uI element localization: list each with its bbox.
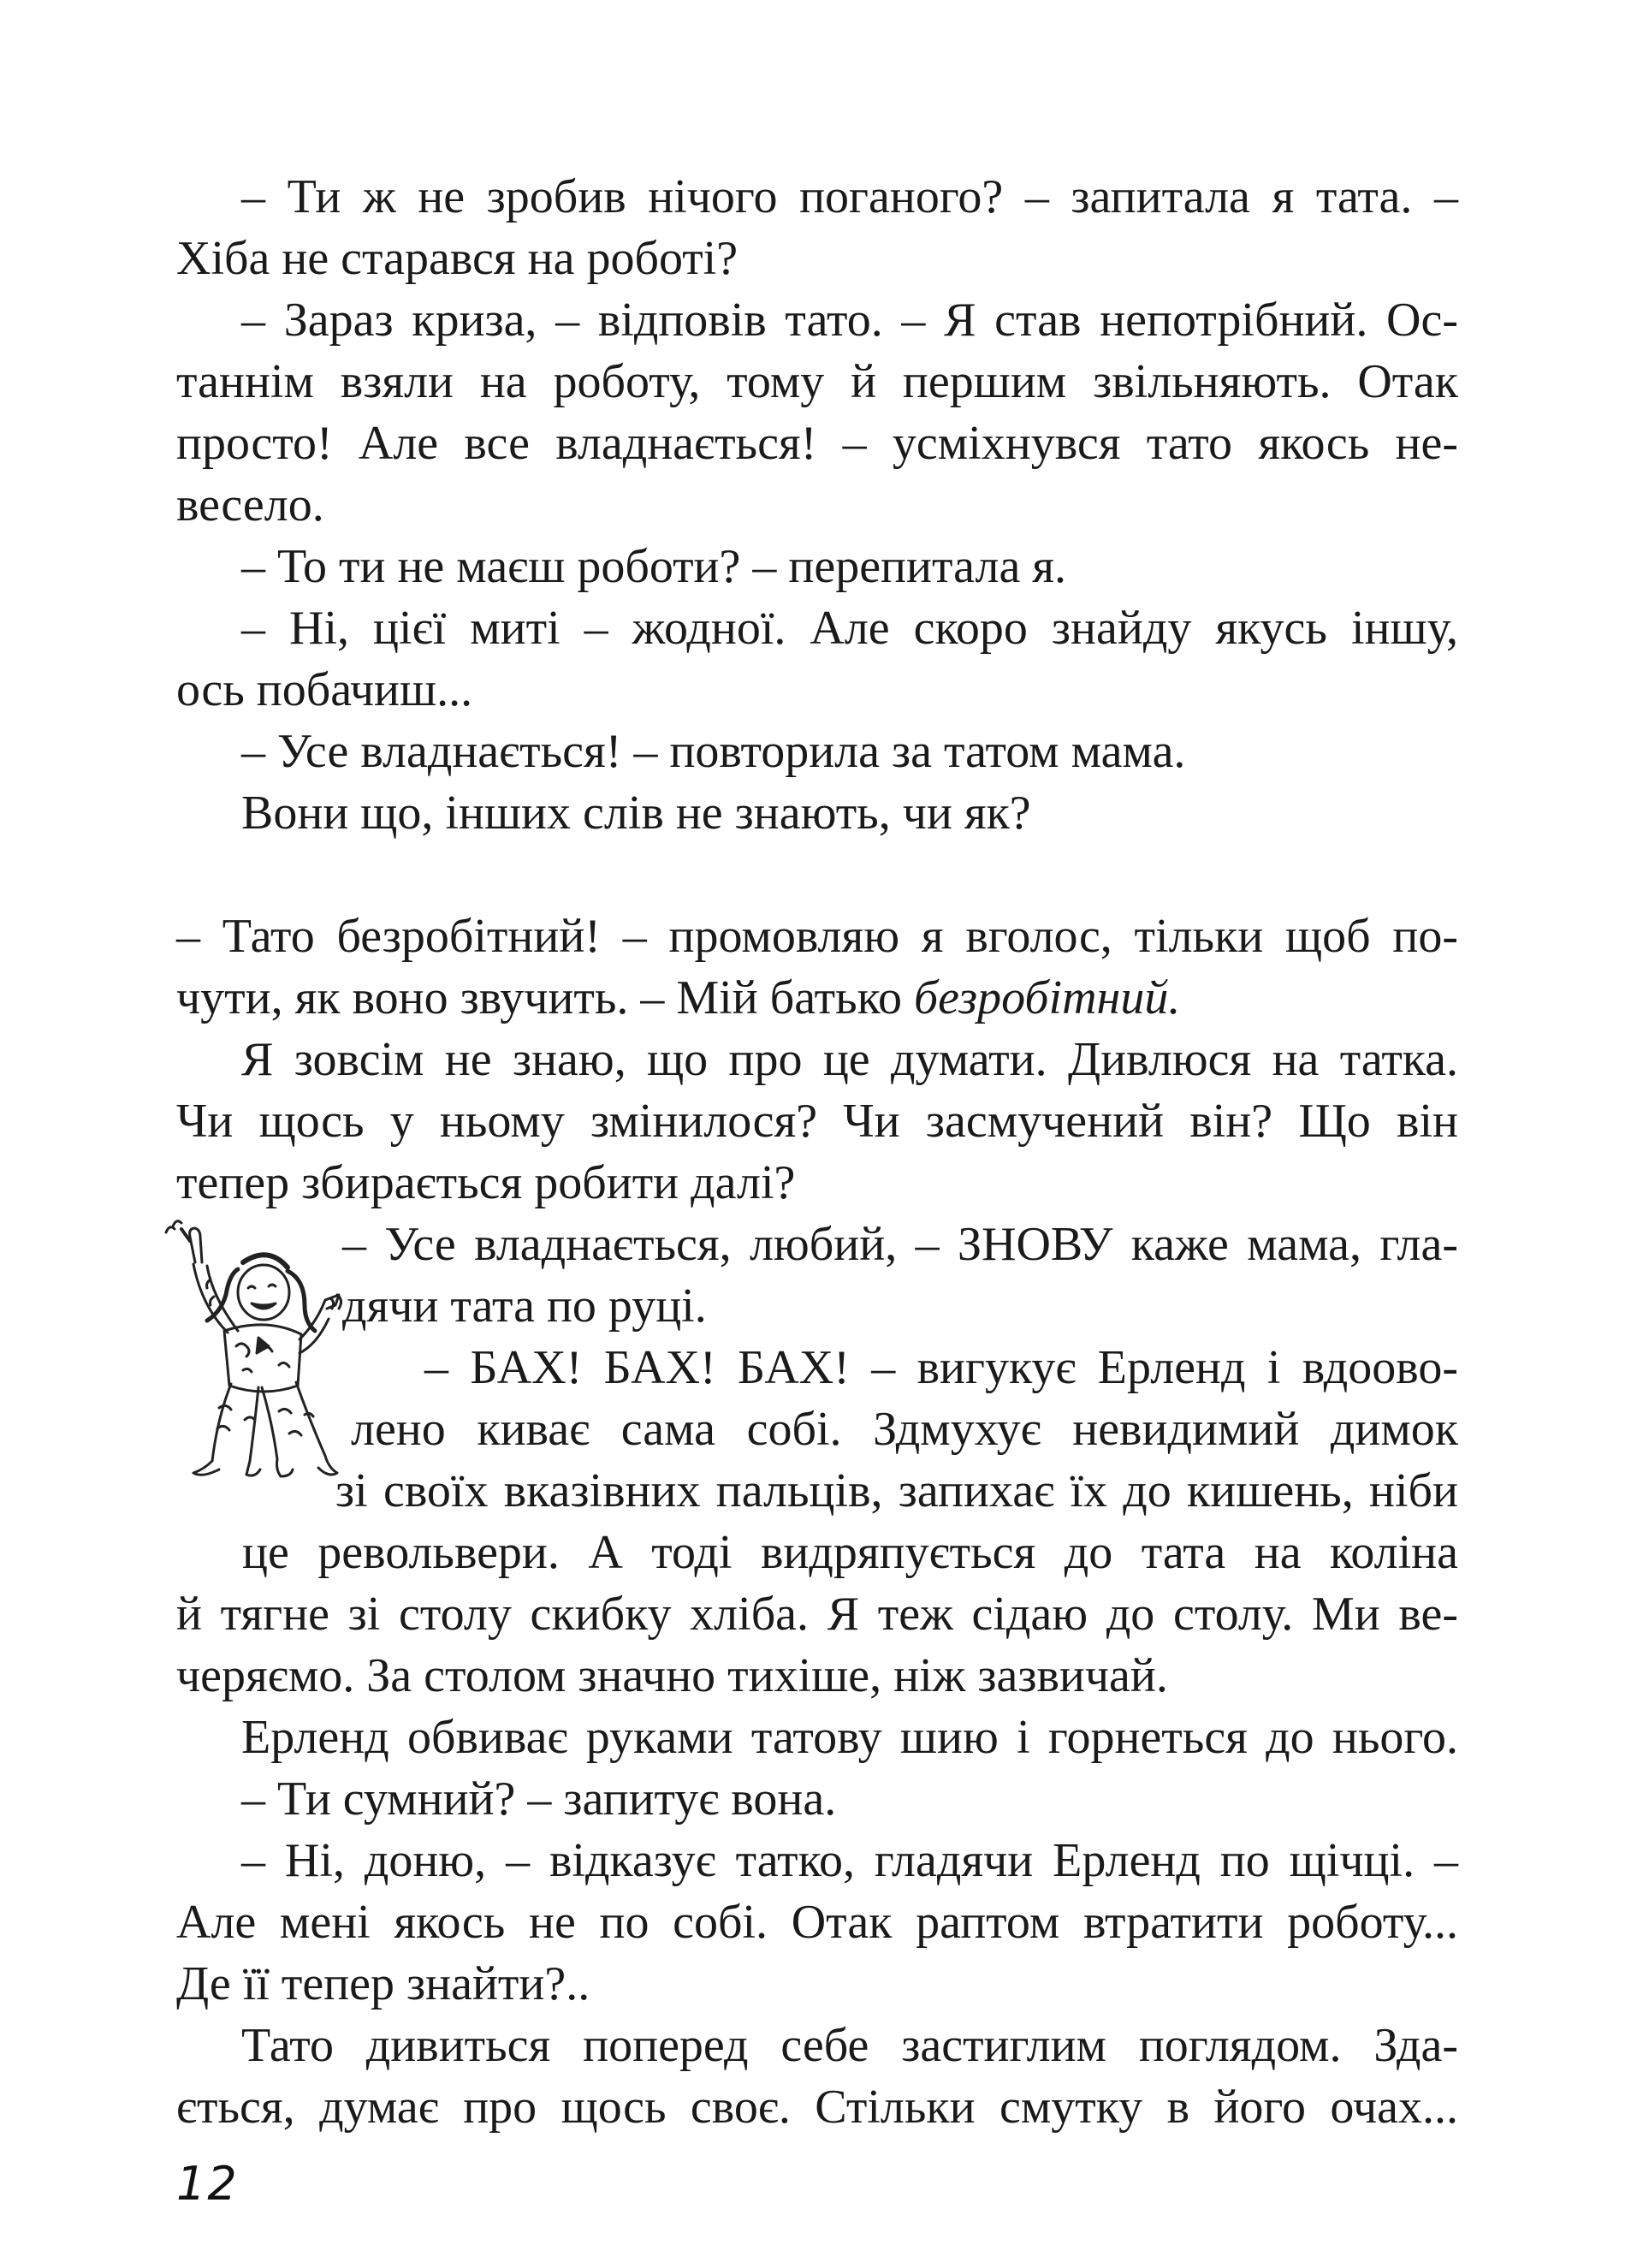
text-line: дячи тата по руці. — [342, 1279, 707, 1333]
text-line: Я зовсім не знаю, що про це думати. Дивлюся на татка. — [241, 1033, 1458, 1086]
text-line: Хіба не старався на роботі? — [176, 232, 738, 285]
text-line: ось побачиш... — [176, 663, 473, 716]
text-line: черяємо. За столом значно тихіше, ніж зазвичай. — [176, 1649, 1168, 1702]
text-line: лено киває сама собі. Здмухує невидимий димок — [351, 1403, 1458, 1456]
text-line — [176, 971, 1458, 1025]
text-line: – Ні, доню, – відказує татко, гладячи Ерленд по щічці. – — [241, 1834, 1458, 1887]
emphasis-word: безробітний. — [913, 971, 1181, 1024]
page-number: 12 — [176, 2157, 239, 2211]
text-line: Де її тепер знайти?.. — [176, 1957, 590, 2010]
text-line: – То ти не маєш роботи? – перепитала я. — [241, 540, 1067, 593]
text-line: – Тато безробітний! – промовляю я вголос, тільки щоб по- — [176, 910, 1458, 963]
text-line: – Усе владнається, любий, – ЗНОВУ каже мама, гла- — [342, 1218, 1458, 1271]
text-line: весело. — [176, 478, 324, 531]
text-line: таннім взяли на роботу, тому й першим звільняють. Отак — [176, 355, 1458, 408]
text-line: – Ні, цієї миті – жодної. Але скоро знайду якусь іншу, — [241, 602, 1458, 655]
text-line: Вони що, інших слів не знають, чи як? — [241, 787, 1031, 840]
text-line: зі своїх вказівних пальців, запихає їх до кишень, ніби — [335, 1464, 1458, 1517]
text-line: – Ти ж не зробив нічого поганого? – запитала я тата. – — [241, 170, 1458, 223]
girl-shooting-finger-guns-drawing-icon — [159, 1202, 356, 1493]
text-line: Ерленд обвиває руками татову шию і горнеться до нього. — [241, 1711, 1458, 1764]
text-line: просто! Але все владнається! – усміхнувся тато якось не- — [176, 417, 1458, 470]
text-line: це револьвери. А тоді видряпується до тата на коліна — [242, 1526, 1458, 1579]
text-line: – БАХ! БАХ! БАХ! – вигукує Ерленд і вдоово- — [424, 1341, 1458, 1394]
text-line: – Усе владнається! – повторила за татом мама. — [241, 725, 1186, 778]
text-line: Чи щось у ньому змінилося? Чи засмучений він? Що він — [176, 1095, 1458, 1148]
text-line: ється, думає про щось своє. Стільки смутку в його очах... — [176, 2081, 1458, 2134]
text-line: й тягне зі столу скибку хліба. Я теж сідаю до столу. Ми ве- — [176, 1588, 1458, 1641]
text-line: – Ти сумний? – запитує вона. — [241, 1772, 837, 1826]
text-line: тепер збирається робити далі? — [176, 1156, 796, 1209]
text-run: чути, як воно звучить. – Мій батько — [176, 971, 914, 1024]
text-line: Тато дивиться поперед себе застиглим поглядом. Зда- — [241, 2019, 1458, 2072]
text-line: – Зараз криза, – відповів тато. – Я став непотрібний. Ос- — [241, 294, 1458, 347]
text-line: Але мені якось не по собі. Отак раптом втратити роботу... — [176, 1896, 1458, 1949]
